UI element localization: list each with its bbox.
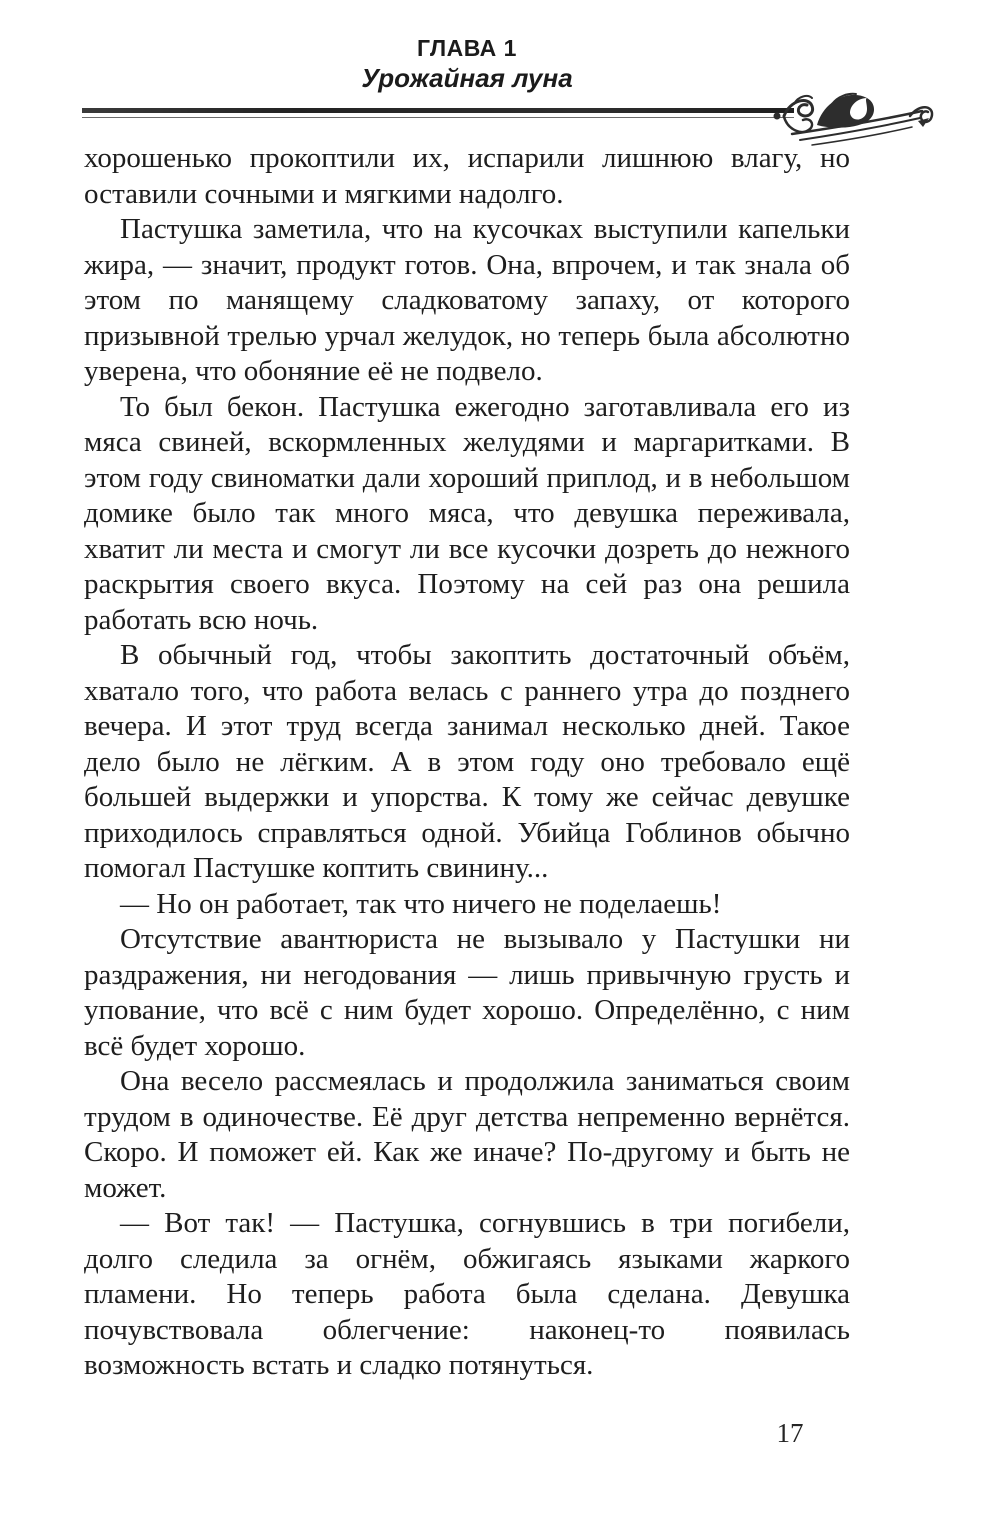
body-paragraph: Пастушка заметила, что на кусочках выступили капельки жира, — значит, продукт готов. Она, впрочем, и так знала об этом по манящему сладковатому запаху, от которого призывной трелью урчал желудок, но теперь была абсолютно уверена, что обоняние её не подвело. <box>84 213 850 387</box>
body-paragraph: В обычный год, чтобы закоптить достаточный объём, хватало того, что работа велась с раннего утра до позднего вечера. И этот труд всегда занимал несколько дней. Такое дело было не лёгким. А в этом году оно требовало ещё большей выдержки и упорства. К тому же сейчас девушке приходилось справляться одной. Убийца Гоблинов обычно помогал Пастушке коптить свинину... <box>84 639 850 884</box>
page-body-text <box>84 141 850 1384</box>
body-paragraph: — Но он работает, так что ничего не поделаешь! <box>120 887 722 920</box>
chapter-header <box>84 34 850 94</box>
body-paragraph: — Вот так! — Пастушка, согнувшись в три погибели, долго следила за огнём, обжигаясь языками жаркого пламени. Но теперь работа была сделана. Девушка почувствовала облегчение: наконец-то появилась возможность встать и сладко потянуться. <box>84 1207 850 1381</box>
body-paragraph: хорошенько прокоптили их, испарили лишнюю влагу, но оставили сочными и мягкими надолго. <box>84 142 850 210</box>
page-number: 17 <box>776 1418 804 1448</box>
chapter-number-label: ГЛАВА 1 <box>417 35 517 61</box>
body-paragraph: Отсутствие авантюриста не вызывало у Пастушки ни раздражения, ни негодования — лишь привычную грусть и упование, что всё с ним будет хорошо. Определённо, с ним всё будет хорошо. <box>84 923 850 1062</box>
divider-thick-line <box>82 108 794 113</box>
body-paragraph: То был бекон. Пастушка ежегодно заготавливала его из мяса свиней, вскормленных желудями и маргаритками. В этом году свиноматки дали хороший приплод, и в небольшом домике было так много мяса, что девушка переживала, хватит ли места и смогут ли все кусочки дозреть до нежного раскрытия своего вкуса. Поэтому на сей раз она решила работать всю ночь. <box>84 390 850 636</box>
divider-thin-line <box>82 117 794 118</box>
body-paragraph: Она весело рассмеялась и продолжила заниматься своим трудом в одиночестве. Её друг детства непременно вернётся. Скоро. И поможет ей. Как же иначе? По-другому и быть не может. <box>84 1065 850 1204</box>
chapter-title: Урожайная луна <box>361 63 573 93</box>
